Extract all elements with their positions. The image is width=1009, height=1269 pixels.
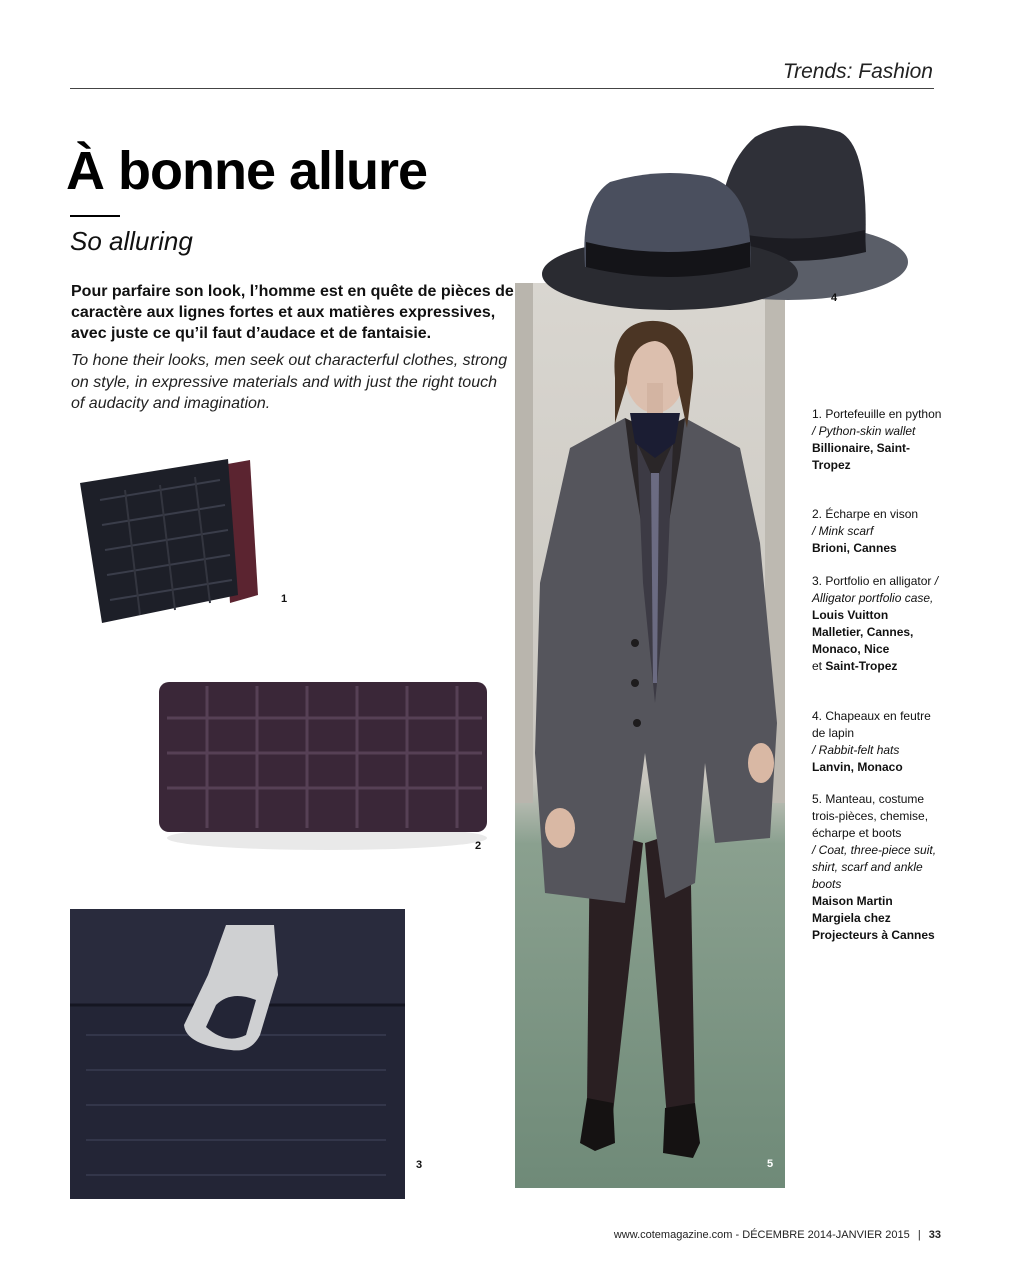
caption-item-1 [812,406,942,474]
intro-english: To hone their looks, men seek out characterful clothes, strong on style, in expressive materials and with just the right touch of audacity and imagination. [71,352,508,412]
caption-store: Billionaire, Saint-Tropez [812,441,911,472]
caption-store: Louis Vuitton Malletier, Cannes, Monaco, Nice [812,608,914,656]
page-number: 33 [928,1229,941,1241]
item-number-3: 3 [416,1159,423,1171]
caption-en: / Alligator portfolio case, [812,574,939,605]
caption-en: / Python-skin wallet [812,424,916,438]
scarf-photo [157,678,492,856]
header-rule [70,88,934,89]
page-footer: www.cotemagazine.com - DÉCEMBRE 2014-JANVIER 2015 | 33 [613,1229,941,1241]
footer-issue: DÉCEMBRE 2014-JANVIER 2015 [742,1229,910,1241]
caption-fr: 1. Portefeuille en python [812,407,942,421]
caption-item-2 [812,506,942,557]
caption-store: Brioni, Cannes [812,541,897,555]
item-number-2: 2 [475,840,482,852]
item-number-5: 5 [767,1158,774,1170]
caption-fr: 5. Manteau, costume trois-pièces, chemise, écharpe et boots [812,792,929,840]
section-label: Trends: Fashion [782,60,933,83]
intro-french: Pour parfaire son look, l’homme est en quête de pièces de caractère aux lignes fortes et aux matières expressives, avec juste ce qu’il faut d’audace et de fantaisie. [71,283,514,342]
caption-en: / Mink scarf [812,524,874,538]
caption-fr: 2. Écharpe en vison [812,507,919,521]
hats-photo [540,112,912,312]
caption-store: Maison Martin Margiela chez Projecteurs à Cannes [812,894,935,942]
caption-item-4 [812,708,942,776]
page-subtitle: So alluring [70,226,193,256]
portfolio-photo [66,905,409,1203]
caption-fr: 4. Chapeaux en feutre de lapin [812,709,931,740]
runway-photo [515,283,785,1188]
item-number-1: 1 [281,593,288,605]
caption-en: / Rabbit-felt hats [812,743,900,757]
footer-url[interactable]: www.cotemagazine.com [613,1229,733,1241]
caption-store-suffix: Saint-Tropez [825,659,898,673]
caption-fr: 3. Portfolio en alligator [812,574,932,588]
caption-store-et: et [812,659,823,673]
caption-item-3 [812,573,942,675]
page-title: À bonne allure [66,141,428,201]
caption-store: Lanvin, Monaco [812,760,903,774]
title-divider [70,215,120,217]
item-number-4: 4 [831,292,838,304]
caption-item-5 [812,791,942,944]
wallet-photo [80,455,275,627]
caption-en: / Coat, three-piece suit, shirt, scarf and ankle boots [812,843,937,891]
